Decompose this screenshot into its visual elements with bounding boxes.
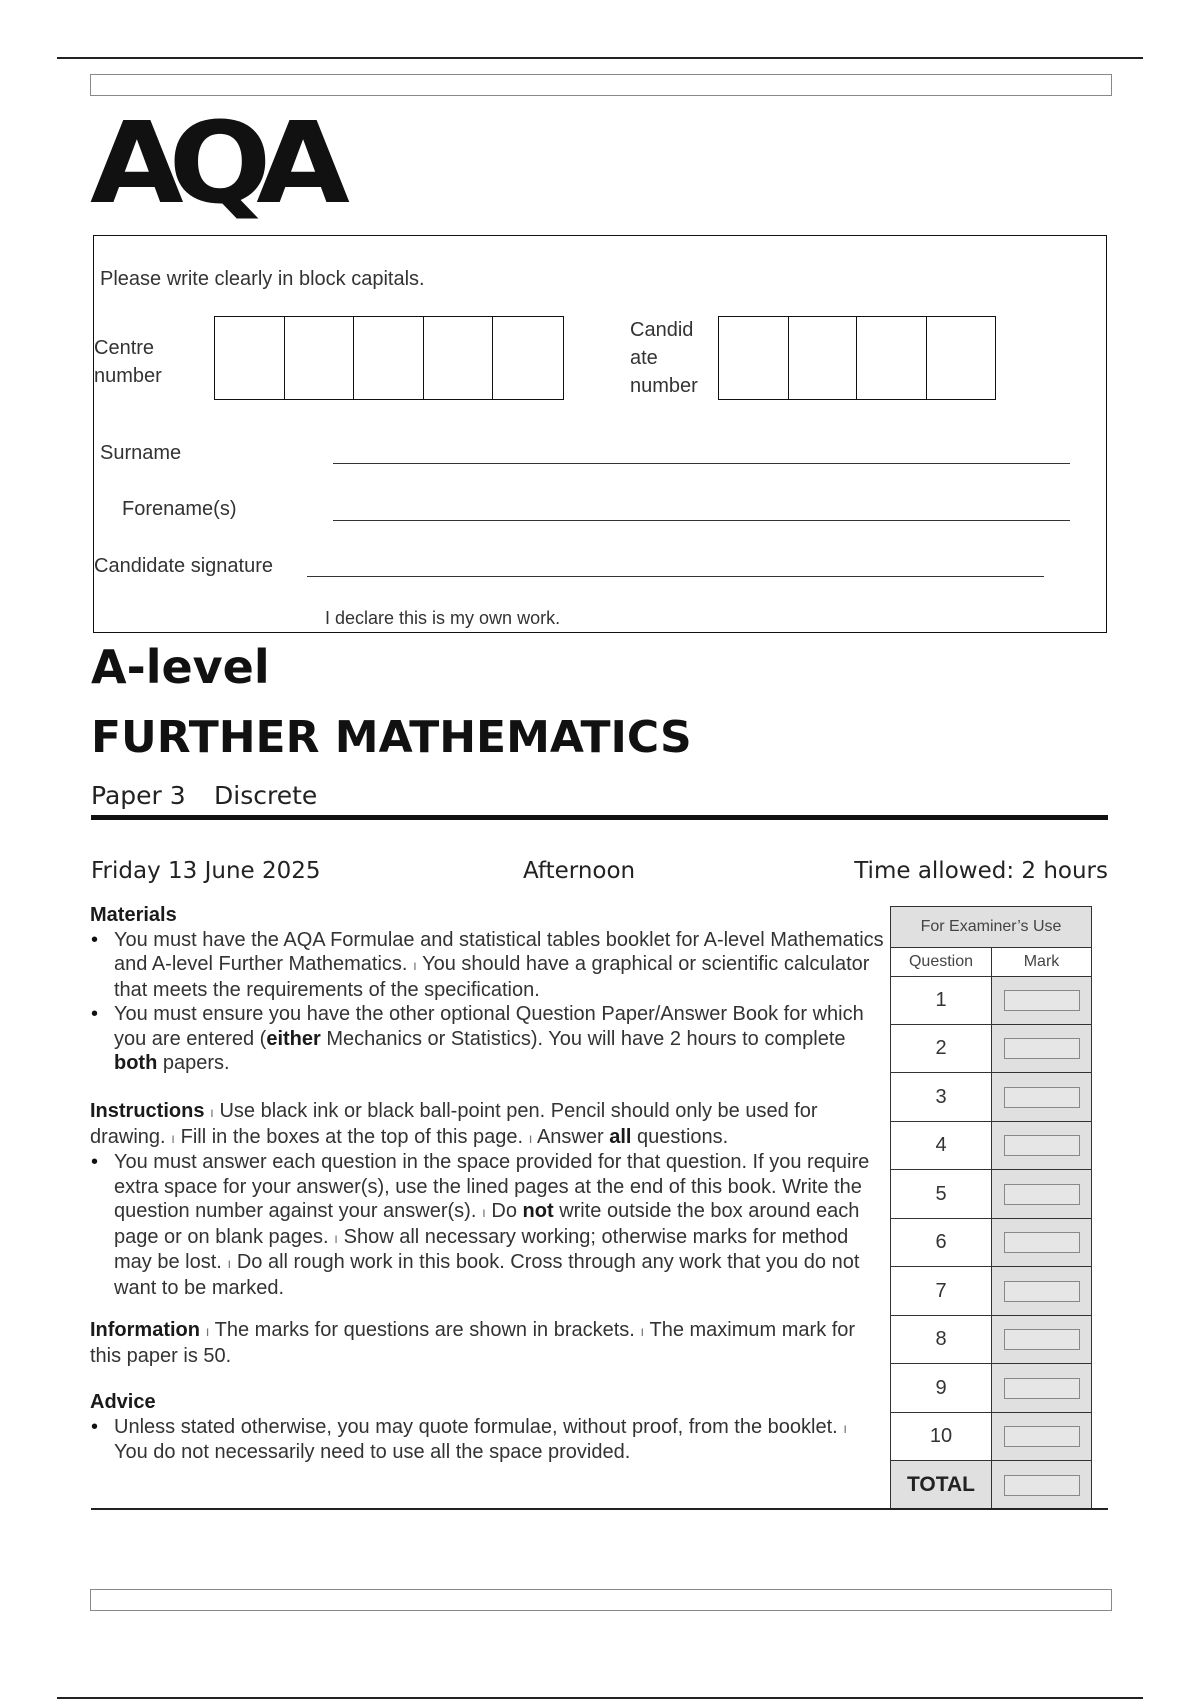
- mark-cell: [992, 1267, 1092, 1316]
- mark-box[interactable]: [1004, 1038, 1080, 1059]
- subject-title: FURTHER MATHEMATICS: [91, 712, 692, 763]
- separator-mark: ı: [334, 1229, 339, 1246]
- centre-number-label: [94, 334, 162, 390]
- instructions-item-1b-b: write outside the box around each page or on blank pages.: [114, 1200, 860, 1248]
- separator-mark: ı: [205, 1323, 210, 1339]
- information-p1: The marks for questions are shown in brackets.: [214, 1319, 635, 1341]
- mark-box[interactable]: [1004, 990, 1080, 1011]
- instructions-item-1b-a: Do: [491, 1200, 523, 1222]
- centre-digit-1[interactable]: [215, 317, 285, 399]
- separator-mark: ı: [528, 1129, 533, 1146]
- mark-box[interactable]: [1004, 1135, 1080, 1156]
- mark-cell: [992, 1073, 1092, 1122]
- question-number: 10: [891, 1413, 992, 1461]
- information-section: [90, 1318, 880, 1368]
- examiner-use-table: [890, 906, 1092, 1510]
- advice-item-1b-text: You do not necessarily need to use all the space provided.: [114, 1441, 631, 1463]
- signature-input-line[interactable]: [307, 576, 1044, 577]
- centre-digit-5[interactable]: [493, 317, 563, 399]
- materials-item-1b-text: You should have a graphical or scientific calculator that meets the requirements of the specification.: [114, 953, 870, 1001]
- mark-box[interactable]: [1004, 1087, 1080, 1108]
- separator-mark: ı: [210, 1104, 214, 1120]
- signature-label: Candidate signature: [94, 555, 274, 577]
- content-bottom-rule: [91, 1508, 1108, 1510]
- candidate-label-line1: Candid: [630, 319, 694, 341]
- question-number: 6: [891, 1219, 992, 1267]
- instructions-p1: Use black ink or black ball-point pen. Pencil should only be used for drawing.: [90, 1100, 818, 1148]
- declaration-text: I declare this is my own work.: [325, 608, 561, 628]
- question-number: 5: [891, 1170, 992, 1219]
- time-allowed: Time allowed: 2 hours: [854, 858, 1108, 884]
- materials-item-2c-text: papers.: [157, 1052, 230, 1074]
- materials-item-2b-text: Mechanics or Statistics). You will have 2 hours to complete: [320, 1027, 846, 1050]
- title-rule: [91, 815, 1108, 820]
- examiner-use-heading: For Examiner’s Use: [891, 907, 1092, 948]
- mark-cell: [992, 977, 1092, 1025]
- instructions-not: not: [522, 1200, 554, 1222]
- candidate-digit-4[interactable]: [927, 317, 996, 399]
- question-number: 3: [891, 1073, 992, 1122]
- materials-item-2a-text: You must ensure you have the other optional Question Paper/Answer Book for which you are entered (: [114, 1003, 864, 1050]
- centre-label-line1: Centre: [94, 337, 155, 359]
- instructions-heading: Instructions: [90, 1100, 205, 1122]
- surname-input-line[interactable]: [333, 463, 1070, 464]
- forename-input-line[interactable]: [333, 520, 1070, 521]
- advice-item-1-text: Unless stated otherwise, you may quote formulae, without proof, from the booklet.: [114, 1415, 838, 1438]
- mark-cell: [992, 1122, 1092, 1170]
- centre-label-line2: number: [94, 365, 162, 387]
- centre-digit-4[interactable]: [424, 317, 494, 399]
- mark-box[interactable]: [1004, 1329, 1080, 1350]
- information-heading: Information: [90, 1319, 200, 1341]
- separator-mark: ı: [171, 1129, 176, 1146]
- instructions-p3a: Answer: [536, 1125, 610, 1148]
- instructions-item-1: [114, 1150, 890, 1300]
- candidate-digit-1[interactable]: [719, 317, 789, 399]
- candidate-digit-2[interactable]: [789, 317, 858, 399]
- bottom-border-line: [57, 1697, 1143, 1699]
- qualification-level: A-level: [91, 640, 270, 694]
- instructions-section: [90, 1099, 890, 1300]
- header-barcode-strip: [90, 74, 1112, 96]
- separator-mark: ı: [227, 1255, 232, 1271]
- surname-label: Surname: [100, 442, 182, 464]
- forename-label: Forename(s): [122, 498, 237, 520]
- candidate-digit-3[interactable]: [857, 317, 927, 399]
- separator-mark: ı: [413, 957, 417, 973]
- paper-name: Discrete: [214, 781, 318, 810]
- candidate-number-label: [630, 316, 698, 400]
- question-number: 8: [891, 1316, 992, 1364]
- separator-mark: ı: [640, 1323, 645, 1339]
- candidate-number-boxes[interactable]: [718, 316, 996, 400]
- centre-number-boxes[interactable]: [214, 316, 564, 400]
- materials-both: both: [114, 1052, 158, 1074]
- instructions-p3b: questions.: [631, 1125, 729, 1148]
- block-capitals-instruction: Please write clearly in block capitals.: [100, 268, 425, 290]
- mark-cell: [992, 1219, 1092, 1267]
- separator-mark: ı: [481, 1204, 486, 1220]
- materials-heading: Materials: [90, 904, 177, 926]
- exam-session: Afternoon: [523, 858, 636, 884]
- centre-digit-2[interactable]: [285, 317, 355, 399]
- instructions-item-1c: Show all necessary working; otherwise marks for method may be lost.: [114, 1225, 849, 1273]
- advice-heading: Advice: [90, 1391, 156, 1413]
- instructions-all: all: [609, 1125, 632, 1148]
- information-p2: The maximum mark for this paper is 50.: [90, 1319, 856, 1367]
- top-border-line: [57, 57, 1143, 59]
- total-label: TOTAL: [891, 1461, 992, 1510]
- mark-box[interactable]: [1004, 1232, 1080, 1253]
- mark-box[interactable]: [1004, 1281, 1080, 1302]
- mark-box[interactable]: [1004, 1378, 1080, 1399]
- candidate-label-line3: number: [630, 375, 698, 397]
- mark-box[interactable]: [1004, 1184, 1080, 1205]
- question-number: 1: [891, 977, 992, 1025]
- materials-item-1-text: You must have the AQA Formulae and statistical tables booklet for A-level Mathematics and A-level Further Mathematics.: [114, 928, 884, 975]
- mark-box[interactable]: [1004, 1426, 1080, 1447]
- materials-either: either: [266, 1027, 321, 1050]
- paper-number: Paper 3: [91, 781, 186, 810]
- materials-section: [90, 903, 890, 1076]
- advice-item-1: [114, 1415, 880, 1465]
- materials-item-1: [114, 928, 890, 1003]
- materials-item-2: [114, 1002, 890, 1076]
- mark-cell: [992, 1170, 1092, 1219]
- question-column-header: Question: [891, 948, 992, 977]
- mark-cell: [992, 1316, 1092, 1364]
- total-mark-cell: [992, 1461, 1092, 1510]
- instructions-item-1-text: You must answer each question in the space provided for that question. If you require extra space for your answer(s), use the lined pages at the end of this book. Write the question number against your answer(s).: [114, 1151, 870, 1222]
- instructions-p2: Fill in the boxes at the top of this page.: [180, 1125, 524, 1148]
- question-number: 2: [891, 1025, 992, 1073]
- aqa-logo: AQA: [90, 99, 335, 229]
- mark-cell: [992, 1025, 1092, 1073]
- exam-date: Friday 13 June 2025: [91, 858, 321, 884]
- instructions-item-1d: Do all rough work in this book. Cross through any work that you do not want to be marked.: [114, 1251, 860, 1299]
- advice-section: [90, 1390, 880, 1465]
- centre-digit-3[interactable]: [354, 317, 424, 399]
- separator-mark: ı: [843, 1419, 848, 1436]
- mark-cell: [992, 1413, 1092, 1461]
- question-number: 4: [891, 1122, 992, 1170]
- question-number: 9: [891, 1364, 992, 1413]
- mark-column-header: Mark: [992, 948, 1092, 977]
- footer-barcode-strip: [90, 1589, 1112, 1611]
- total-mark-box[interactable]: [1004, 1475, 1080, 1496]
- candidate-label-line2: ate: [630, 347, 658, 369]
- mark-cell: [992, 1364, 1092, 1413]
- question-number: 7: [891, 1267, 992, 1316]
